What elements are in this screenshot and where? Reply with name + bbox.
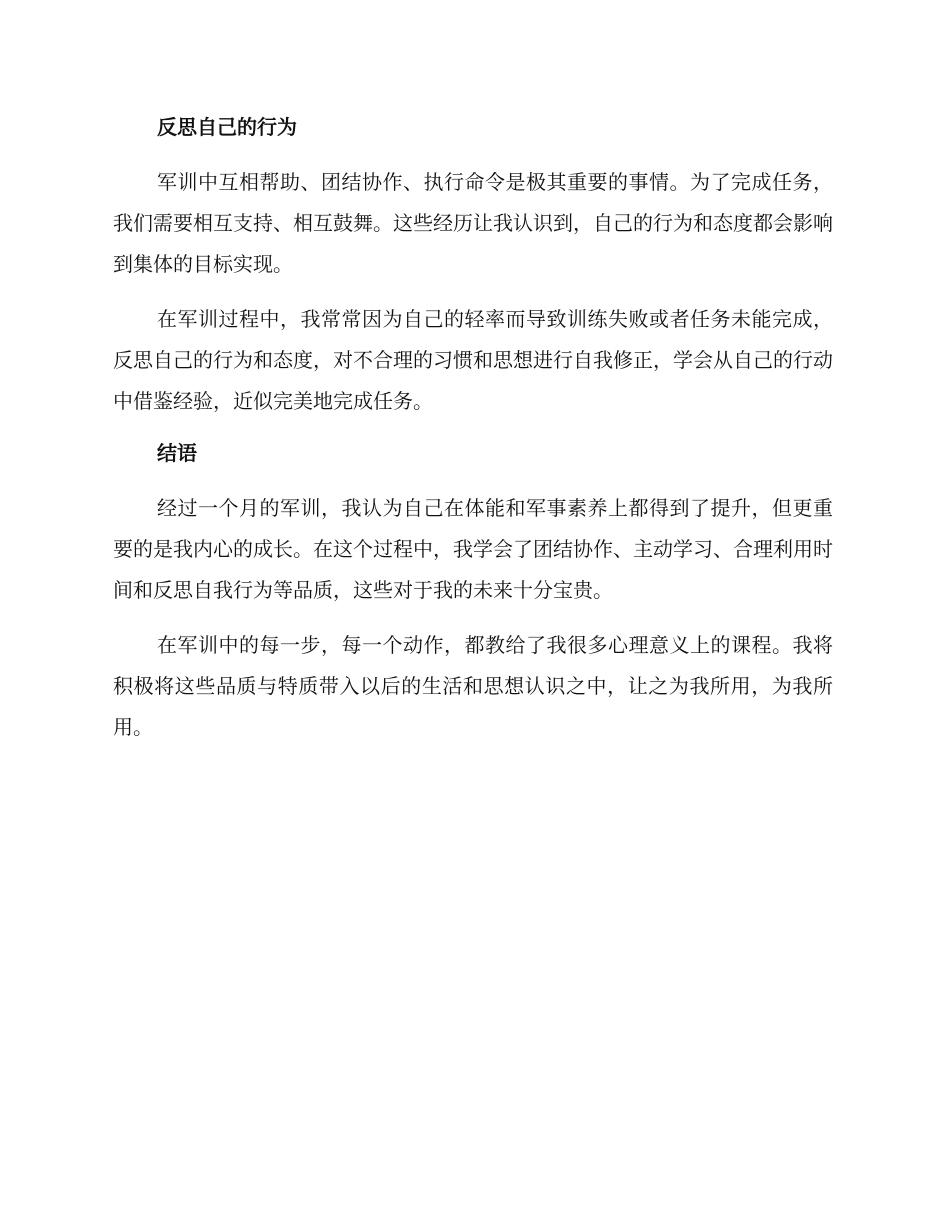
paragraph: 经过一个月的军训，我认为自己在体能和军事素养上都得到了提升，但更重要的是我内心的成长。在这个过程中，我学会了团结协作、主动学习、合理利用时间和反思自我行为等品质，这些对于我的未来十分宝贵。	[113, 496, 833, 602]
section-heading-conclusion: 结语	[157, 441, 197, 465]
paragraph: 在军训过程中，我常常因为自己的轻率而导致训练失败或者任务未能完成，反思自己的行为和态度，对不合理的习惯和思想进行自我修正，学会从自己的行动中借鉴经验，近似完美地完成任务。	[113, 307, 833, 413]
document-page	[113, 110, 833, 762]
paragraph: 在军训中的每一步，每一个动作，都教给了我很多心理意义上的课程。我将积极将这些品质与特质带入以后的生活和思想认识之中，让之为我所用，为我所用。	[113, 633, 833, 739]
section-heading-reflection: 反思自己的行为	[157, 115, 297, 139]
paragraph: 军训中互相帮助、团结协作、执行命令是极其重要的事情。为了完成任务，我们需要相互支持、相互鼓舞。这些经历让我认识到，自己的行为和态度都会影响到集体的目标实现。	[113, 170, 833, 276]
